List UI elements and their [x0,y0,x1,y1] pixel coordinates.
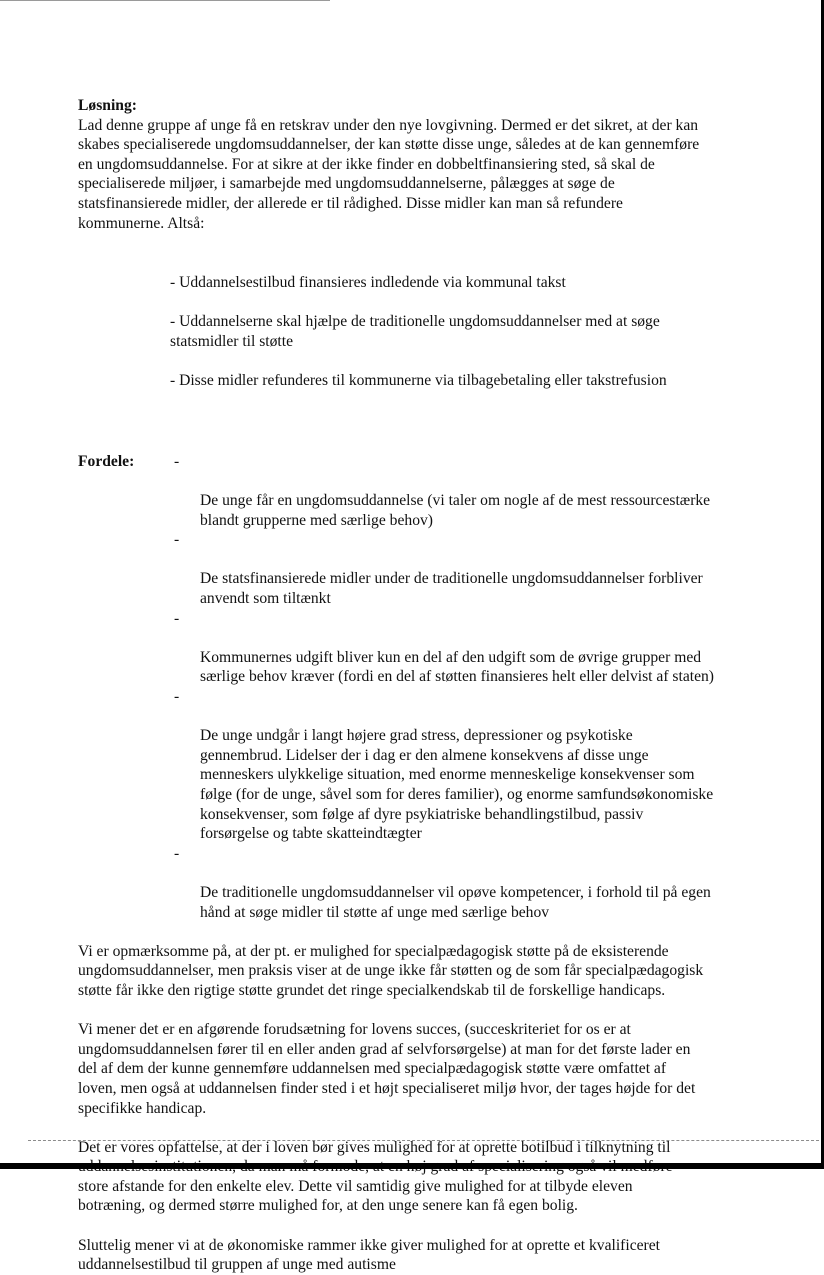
losning-paragraph: Lad denne gruppe af unge få en retskrav under den nye lovgivning. Dermed er det sikret, at der kan skabes specialiserede ungdomsuddannelser, der kan støtte disse unge, således at de kan gennemføre en ungdomsuddannelse. For at sikre at der ikke finder en dobbeltfinansiering sted, så skal de specialiserede miljøer, i samarbejde med ungdomsuddannelserne, pålægges at søge de statsfinansierede midler, der allerede er til rådighed. Disse midler kan man så refundere kommunerne. Altså: [78,116,700,232]
dash-bullet: - [174,609,180,627]
dash-bullet: - [174,844,180,862]
fordele-list-item [174,452,768,530]
losning-list [170,253,768,410]
fordele-item-text: De statsfinansierede midler under de traditionelle ungdomsuddannelser forbliver anvendt som tiltænkt [200,570,703,608]
scan-artifact-bottom-edge [0,1163,824,1169]
losning-list-item: - Uddannelserne skal hjælpe de traditionelle ungdomsuddannelser med at søge statsmidler til støtte [170,312,660,350]
fordele-list-item [174,609,768,687]
fordele-section [78,452,768,922]
fordele-item-text: De traditionelle ungdomsuddannelser vil opøve kompetencer, i forhold til på egen hånd at søge midler til støtte af unge med særlige behov [200,883,711,921]
fordele-list-item [174,687,768,844]
fordele-list [174,452,768,922]
body-paragraph-housing: Det er vores opfattelse, at der i loven bør gives mulighed for at oprette botilbud i tilknytning til store afstande for den enkelte elev. Dette vil samtidig give mulighed for at tilbyde eleven botræning, og dermed større mulighed for, at den unge senere kan få egen bolig. [78,1138,671,1215]
losning-heading: Løsning: [78,97,137,114]
body-paragraph-conclusion: Sluttelig mener vi at de økonomiske rammer ikke giver mulighed for at oprette et kvalificeret uddannelsestilbud til gruppen af unge med autisme [78,1236,660,1274]
losning-section [78,96,768,410]
fordele-list-item [174,844,768,922]
dash-bullet: - [174,688,180,706]
fordele-item-text: De unge får en ungdomsuddannelse (vi taler om nogle af de mest ressourcestærke blandt grupperne med særlige behov) [200,492,711,529]
fordele-list-item [174,530,768,608]
dash-bullet: - [174,452,180,470]
fordele-item-text: De unge undgår i langt højere grad stress, depressioner og psykotiske gennembrud. Lidelser der i dag er den almene konsekvens af disse unge menneskers ulykkelige situation, med enorme menneskelige konsekvenser som følge (for de unge, såvel som for deres familier), og enorme samfundsøkonomiske konsekvenser, som følge af dyre psykiatriske behandlingstilbud, passiv forsørgelse og tabte skatteindtægter [200,727,714,843]
losning-list-item: - Uddannelsestilbud finansieres indledende via kommunal takst [170,273,566,291]
body-paragraph-precondition: Vi mener det er en afgørende forudsætning for lovens succes, (succeskriteriet for os er at ungdomsuddannelsen fører til en eller anden grad af selvforsørgelse) at man for det første lader en del af dem der kunne gennemføre uddannelsen med specialpædagogisk støtte være omfattet af loven, men også at uddannelsen finder sted i et højt specialiseret miljø hvor, der tages højde for det specifikke handicap. [78,1021,696,1117]
losning-list-item: - Disse midler refunderes til kommunerne via tilbagebetaling eller takstrefusion [170,371,667,389]
fordele-heading: Fordele: [78,452,135,470]
scan-artifact-top-line [0,0,330,1]
dash-bullet: - [174,531,180,549]
document-body [78,96,768,1275]
body-paragraph-support: Vi er opmærksomme på, at der pt. er mulighed for specialpædagogisk støtte på de eksisterende ungdomsuddannelser, men praksis viser at de unge ikke får støtten og de som får specialpædagogisk støtte får ikke den rigtige støtte grundet det ringe specialkendskab til de forskellige handicaps. [78,942,704,999]
fordele-item-text: Kommunernes udgift bliver kun en del af den udgift som de øvrige grupper med særlige behov kræver (fordi en del af støtten finansieres helt eller delvist af staten) [200,648,714,686]
scan-artifact-bottom-line [28,1140,824,1142]
